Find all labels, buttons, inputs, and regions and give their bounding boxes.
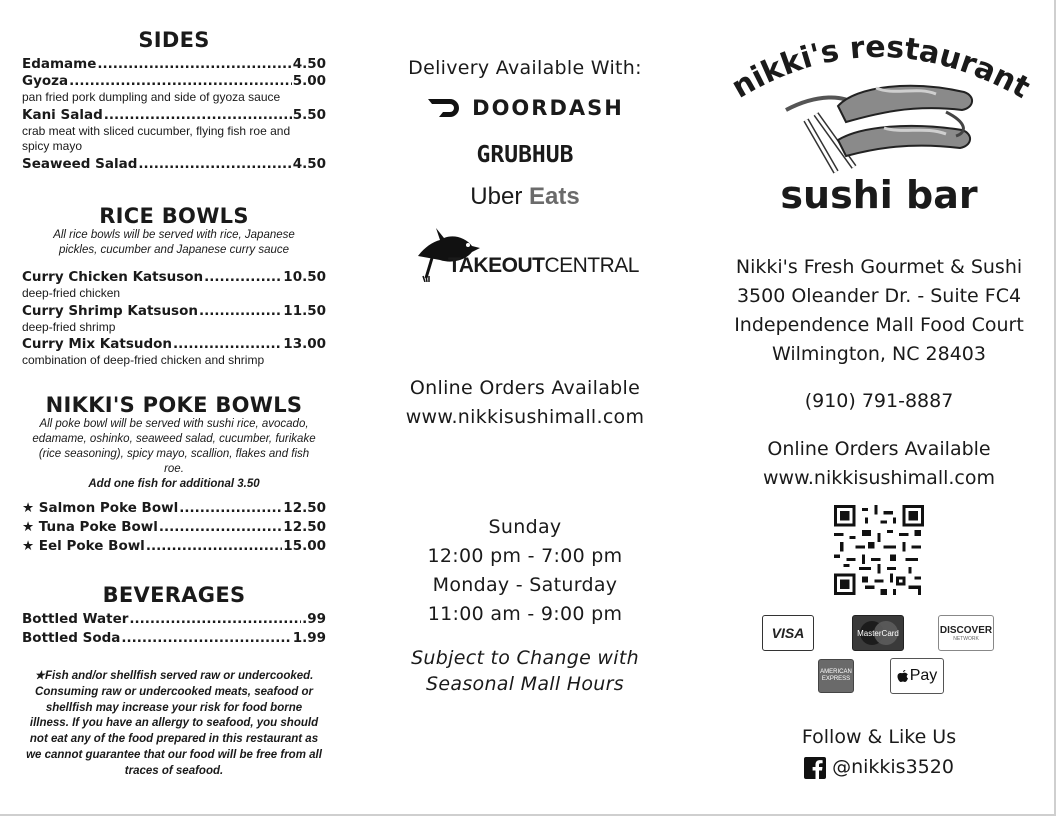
amex-card-icon: AMERICAN EXPRESS	[818, 659, 854, 693]
sides-title: SIDES	[138, 28, 210, 52]
takeoutcentral-logo[interactable]: TAKEOUTCENTRAL	[414, 220, 654, 284]
facebook-icon	[804, 757, 826, 779]
poke-bowls-addon: Add one fish for additional 3.50	[88, 478, 260, 490]
food-safety-warning: ★Fish and/or shellfish served raw or undercooked. Consuming raw or undercooked meats, seafood or shellfish may increase your risk for food borne illness. If you have an allergy to seafood, you should not eat any of the food prepared in this restaurant as we cannot guarantee that our food will be free from all traces of seafood.	[26, 670, 322, 777]
item-description: pan fried pork dumpling and side of gyoza sauce	[22, 90, 281, 104]
doordash-icon	[426, 96, 466, 120]
menu-item: Bottled Soda ..... 1.99	[22, 630, 326, 647]
mastercard-icon: MasterCard	[852, 615, 904, 651]
menu-item: Curry Shrimp Katsuson ..... 11.50	[22, 303, 326, 320]
menu-item: ★ Eel Poke Bowl ..... 15.00	[22, 538, 326, 555]
item-description: combination of deep-fried chicken and shrimp	[22, 353, 265, 367]
apple-pay-icon: Pay	[890, 658, 944, 694]
online-orders-label: Online Orders Available	[409, 377, 641, 399]
follow-heading: Follow & Like Us	[801, 726, 957, 748]
rice-bowls-note: All rice bowls will be served with rice, Japanese pickles, cucumber and Japanese curry sauce	[53, 229, 295, 256]
item-description: deep-fried chicken	[22, 286, 121, 300]
item-description: crab meat with sliced cucumber, flying fish roe and spicy mayo	[22, 123, 291, 153]
contact-column	[706, 0, 1052, 816]
website-link[interactable]: www.nikkisushimall.com	[762, 467, 995, 489]
delivery-heading: Delivery Available With:	[408, 57, 642, 79]
hours-day: Monday - Saturday	[432, 574, 618, 596]
menu-item: Seaweed Salad ..... 4.50	[22, 156, 326, 173]
phone-number[interactable]: (910) 791-8887	[804, 390, 954, 412]
hours-day: Sunday	[488, 516, 562, 538]
poke-bowls-note: All poke bowl will be served with sushi rice, avocado, edamame, oshinko, seaweed salad, cucumber, furikake (rice seasoning), spicy mayo, scallion, flakes and fish roe.	[32, 418, 316, 475]
apple-icon	[897, 669, 909, 683]
sushi-illustration-icon	[786, 86, 972, 172]
info-column	[380, 0, 670, 816]
discover-card-icon: DISCOVER NETWORK	[938, 615, 994, 651]
grubhub-logo[interactable]: GRUBHUB	[476, 142, 574, 168]
restaurant-logo	[706, 22, 1052, 212]
menu-column	[22, 0, 326, 816]
hours-note: Subject to Change with Seasonal Mall Hours	[411, 647, 639, 695]
item-description: deep-fried shrimp	[22, 319, 116, 334]
ubereats-logo[interactable]: Uber Eats	[470, 183, 580, 210]
poke-bowls-title: NIKKI'S POKE BOWLS	[45, 393, 303, 417]
online-orders-label: Online Orders Available	[767, 438, 991, 460]
menu-item: ★ Tuna Poke Bowl ..... 12.50	[22, 519, 326, 536]
hours-time: 11:00 am - 9:00 pm	[427, 603, 623, 625]
menu-item: ★ Salmon Poke Bowl ..... 12.50	[22, 500, 326, 517]
doordash-logo[interactable]: DOORDASH	[380, 96, 670, 120]
hours-time: 12:00 pm - 7:00 pm	[427, 545, 623, 567]
menu-item: Gyoza ..... 5.00	[22, 73, 326, 90]
rice-bowls-title: RICE BOWLS	[99, 204, 249, 228]
facebook-link[interactable]: @nikkis3520	[706, 753, 1052, 782]
menu-item: Curry Chicken Katsuson ..... 10.50	[22, 269, 326, 286]
logo-title: nikki's restaurant	[725, 29, 1036, 106]
menu-item: Curry Mix Katsudon ..... 13.00	[22, 336, 326, 353]
menu-item: Bottled Water ..... .99	[22, 611, 326, 628]
menu-item: Kani Salad ..... 5.50	[22, 107, 326, 124]
logo-subtitle: sushi bar	[780, 173, 978, 212]
website-link[interactable]: www.nikkisushimall.com	[405, 406, 645, 428]
visa-card-icon: VISA	[762, 615, 814, 651]
qr-code-icon[interactable]	[834, 505, 924, 595]
address-block: Nikki's Fresh Gourmet & Sushi 3500 Oleander Dr. - Suite FC4 Independence Mall Food Court Wilmington, NC 28403	[734, 256, 1024, 365]
menu-item: Edamame ..... 4.50	[22, 56, 326, 73]
beverages-title: BEVERAGES	[102, 583, 246, 607]
